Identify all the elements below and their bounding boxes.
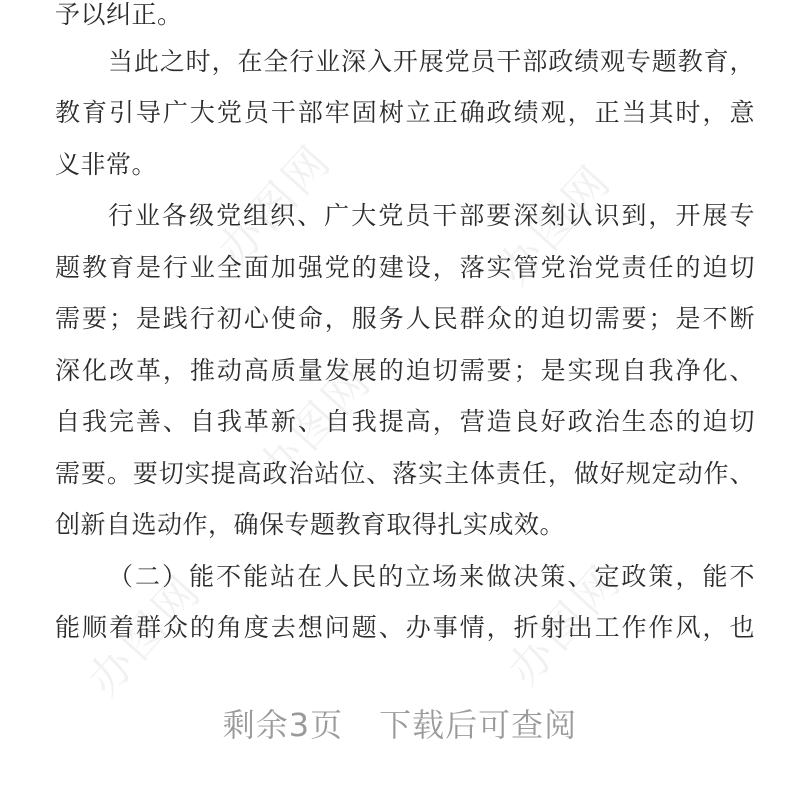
paragraph-first-line: 行业各级党组织、广大党员干部要深刻认识到，开展专 — [108, 201, 755, 230]
text-line: 需要；是践行初心使命，服务人民群众的迫切需要；是不断 — [55, 304, 755, 333]
text-line: 义非常。 — [55, 150, 158, 179]
text-line: 自我完善、自我革新、自我提高，营造良好政治生态的迫切 — [55, 407, 755, 436]
paragraph-first-line: （二）能不能站在人民的立场来做决策、定政策，能不 — [108, 562, 755, 591]
text-line: 能顺着群众的角度去想问题、办事情，折射出工作作风，也 — [55, 613, 755, 642]
watermark: 办图网 — [248, 354, 383, 496]
text-line: 教育引导广大党员干部牢固树立正确政绩观，正当其时，意 — [55, 98, 755, 127]
watermark: 办图网 — [488, 154, 623, 296]
remaining-pages-text: 剩余3页 — [222, 706, 344, 744]
text-line: 深化改革，推动高质量发展的迫切需要；是实现自我净化、 — [55, 356, 755, 385]
download-to-view-link[interactable]: 下载后可查阅 — [379, 706, 578, 744]
text-line: 题教育是行业全面加强党的建设，落实管党治党责任的迫切 — [55, 253, 755, 282]
paragraph-first-line: 当此之时，在全行业深入开展党员干部政绩观专题教育， — [108, 47, 755, 76]
text-line: 需要。要切实提高政治站位、落实主体责任，做好规定动作、 — [55, 459, 755, 488]
download-prompt[interactable] — [0, 700, 800, 746]
watermark: 办图网 — [78, 564, 213, 706]
text-line: 创新自选动作，确保专题教育取得扎实成效。 — [55, 510, 566, 539]
watermark: 办图网 — [208, 134, 343, 276]
watermark: 办图网 — [498, 554, 633, 696]
text-line: 予以纠正。 — [55, 0, 183, 29]
